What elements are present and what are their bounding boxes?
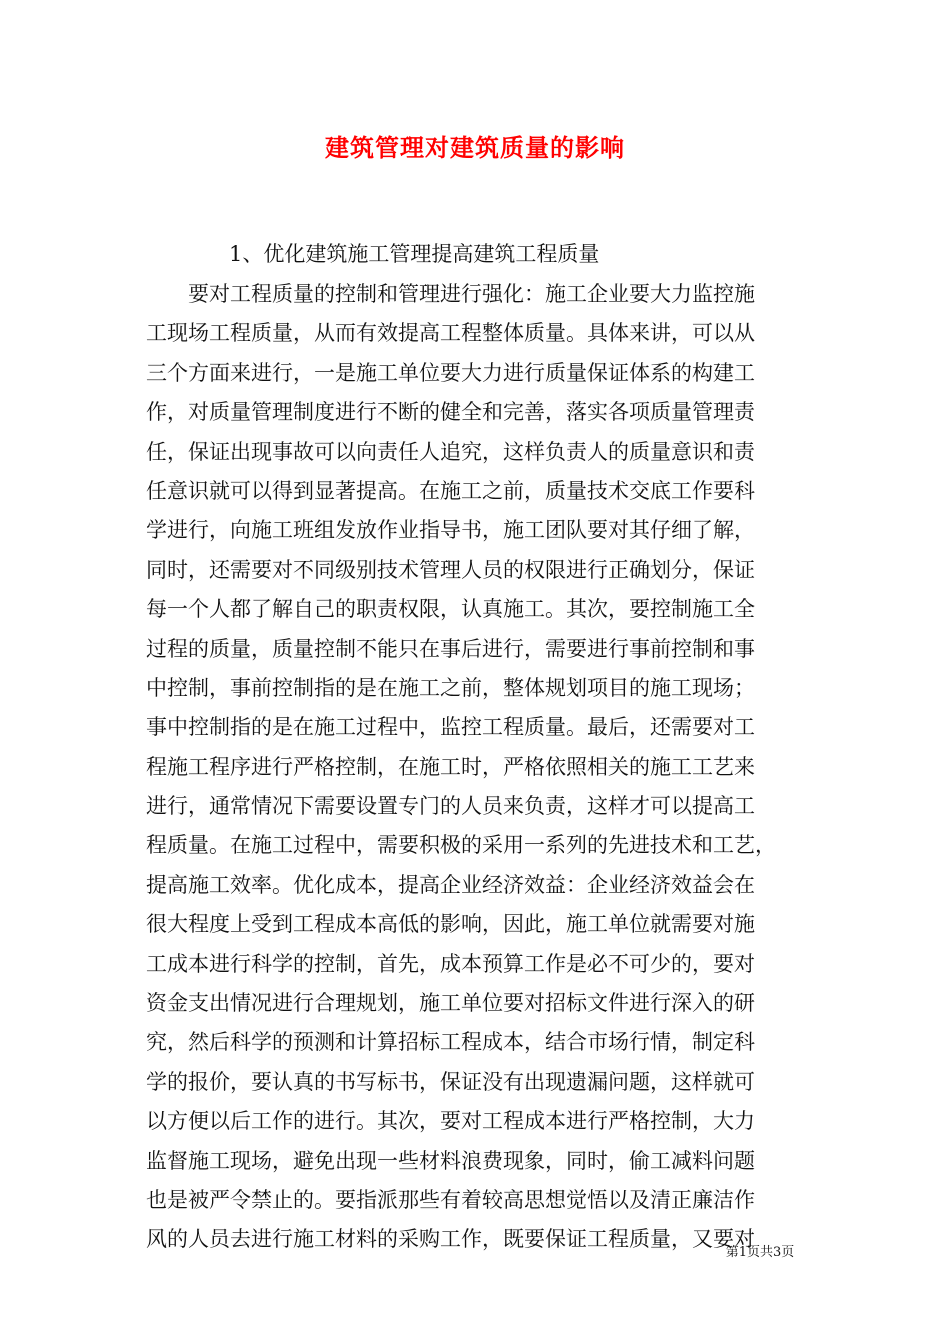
paragraph-line: 很大程度上受到工程成本高低的影响，因此，施工单位就需要对施 — [146, 912, 755, 937]
paragraph-line: 程质量。在施工过程中，需要积极的采用一系列的先进技术和工艺， — [146, 833, 776, 858]
paragraph-line: 工现场工程质量，从而有效提高工程整体质量。具体来讲，可以从 — [146, 321, 755, 346]
paragraph-line: 同时，还需要对不同级别技术管理人员的权限进行正确划分，保证 — [146, 557, 755, 582]
paragraph-line: 要对工程质量的控制和管理进行强化：施工企业要大力监控施 — [188, 282, 755, 306]
body-paragraph — [146, 275, 826, 1260]
paragraph-line: 事中控制指的是在施工过程中，监控工程质量。最后，还需要对工 — [146, 715, 755, 740]
paragraph-line: 中控制，事前控制指的是在施工之前，整体规划项目的施工现场； — [146, 675, 755, 700]
paragraph-line: 学的报价，要认真的书写标书，保证没有出现遗漏问题，这样就可 — [146, 1069, 755, 1094]
page-number: 第1页共3页 — [725, 1245, 795, 1260]
paragraph-line: 程施工程序进行严格控制，在施工时，严格依照相关的施工工艺来 — [146, 754, 755, 779]
document-title: 建筑管理对建筑质量的影响 — [325, 133, 625, 162]
paragraph-line: 学进行，向施工班组发放作业指导书，施工团队要对其仔细了解， — [146, 518, 755, 543]
paragraph-line: 三个方面来进行，一是施工单位要大力进行质量保证体系的构建工 — [146, 360, 755, 385]
paragraph-line: 任意识就可以得到显著提高。在施工之前，质量技术交底工作要科 — [146, 478, 755, 503]
paragraph-line: 风的人员去进行施工材料的采购工作，既要保证工程质量，又要对 — [146, 1227, 755, 1252]
paragraph-line: 每一个人都了解自己的职责权限，认真施工。其次，要控制施工全 — [146, 597, 755, 622]
paragraph-line: 提高施工效率。优化成本，提高企业经济效益：企业经济效益会在 — [146, 872, 755, 897]
paragraph-line: 过程的质量，质量控制不能只在事后进行，需要进行事前控制和事 — [146, 636, 755, 661]
paragraph-line: 进行，通常情况下需要设置专门的人员来负责，这样才可以提高工 — [146, 794, 755, 819]
paragraph-line: 资金支出情况进行合理规划，施工单位要对招标文件进行深入的研 — [146, 991, 755, 1016]
paragraph-line: 也是被严令禁止的。要指派那些有着较高思想觉悟以及清正廉洁作 — [146, 1187, 755, 1212]
paragraph-line: 工成本进行科学的控制，首先，成本预算工作是必不可少的，要对 — [146, 951, 755, 976]
paragraph-line: 任，保证出现事故可以向责任人追究，这样负责人的质量意识和责 — [146, 439, 755, 464]
paragraph-line: 以方便以后工作的进行。其次，要对工程成本进行严格控制，大力 — [146, 1109, 755, 1134]
paragraph-line: 作，对质量管理制度进行不断的健全和完善，落实各项质量管理责 — [146, 400, 755, 425]
paragraph-line: 监督施工现场，避免出现一些材料浪费现象，同时，偷工减料问题 — [146, 1148, 755, 1173]
section-heading: 1、优化建筑施工管理提高建筑工程质量 — [229, 242, 600, 266]
paragraph-line: 究，然后科学的预测和计算招标工程成本，结合市场行情，制定科 — [146, 1030, 755, 1055]
